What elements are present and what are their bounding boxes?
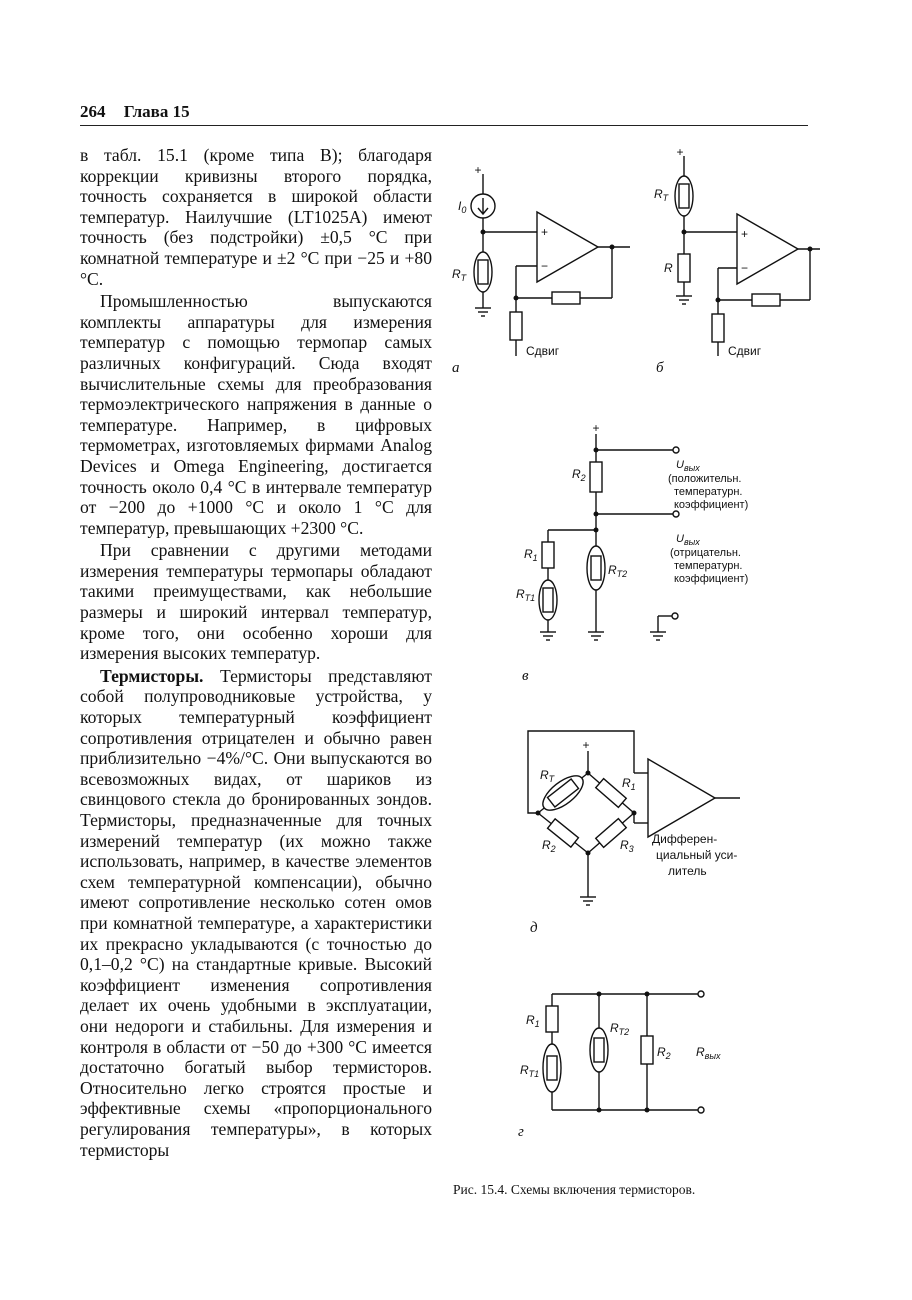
R2-label: $R_2$ [542, 838, 556, 854]
resistor-R2 [590, 462, 602, 492]
RT-label: $R_T$ [654, 187, 669, 203]
RT-label: $R_T$ [540, 768, 555, 784]
RT1-label: $R_{T1}$ [520, 1063, 540, 1079]
svg-text:−: − [741, 261, 749, 275]
amp-label-2: циальный уси- [656, 848, 738, 862]
paragraph: При сравнении с другими методами измерения температуры термопары обладают такими преимуществами, как небольшие размеры и широкий интервал температур, кроме того, они особенно хороши для измерения высоких температур. [80, 540, 432, 664]
chapter-title: Глава 15 [123, 102, 190, 121]
figure-letter-a: а [452, 360, 460, 376]
svg-text:+: + [541, 225, 549, 239]
resistor-R2 [548, 819, 579, 847]
offset-label: Сдвиг [728, 344, 762, 358]
page-header [80, 102, 808, 126]
note-positive-2: температурн. [674, 486, 743, 498]
circuit-b [640, 140, 840, 380]
R1-label: $R_1$ [526, 1013, 540, 1029]
plus-label: + [474, 163, 482, 177]
R1-label: $R_1$ [622, 776, 636, 792]
note-negative-2: температурн. [674, 560, 743, 572]
amp-label-3: литель [668, 864, 707, 878]
RT2-label: $R_{T2}$ [610, 1021, 630, 1037]
plus-label: + [592, 421, 600, 435]
offset-resistor [510, 312, 522, 340]
paragraph: Промышленностью выпускаются комплекты аппаратуры для измерения температур с помощью термопар самых различных конфигураций. Сюда входят вычислительные схемы для преобразования термоэлектрического напряжения в данные о температуре. Например, в цифровых термометрах, изготовляемых фирмами Analog Devices и Omega Engineering, достигается точность около 0,4 °C в интервале температур от −200 до +1000 °C и около 1 °C для температур, превышающих +2300 °C. [80, 291, 432, 538]
paragraph: в табл. 15.1 (кроме типа B); благодаря коррекции кривизны второго порядка, точность сохраняется в широкой области температур. Наилучшие (LT1025A) имеют точность (без подстройки) ±0,5 °C при комнатной температуре и ±2 °C при −25 и +80 °C. [80, 145, 432, 289]
note-negative-3: коэффициент) [674, 573, 749, 585]
offset-label: Сдвиг [526, 344, 560, 358]
RT2-label: $R_{T2}$ [608, 563, 628, 579]
page-number: 264 [80, 102, 106, 121]
resistor-R1 [546, 1006, 558, 1032]
plus-label: + [582, 738, 590, 752]
R2-label: $R_2$ [572, 467, 586, 483]
figure-letter-g: г [518, 1124, 524, 1140]
paragraph-body: Термисторы представляют собой полупроводниковые устройства, у которых температурный коэффициент сопротивления отрицателен и обычно равен приблизительно −4%/°C. Они выпускаются во всевозможных видах, от шариков из свинцового стекла до бронированных зондов. Термисторы, предназначенные для точных измерений температур (их можно также использовать, например, в качестве элементов схем температурной компенсации), обычно имеют сопротивление несколько сотен омов при комнатной температуре, а характеристики их прекрасно укладываются (с точностью до 0,1–0,2 °C) на стандартные кривые. Высокий коэффициент изменения сопротивления делает их очень удобными в эксплуатации, они недороги и стабильны. Для измерения и контроля в области от −50 до +300 °C имеется достаточно богатый выбор термисторов. Относительно легко строятся простые и эффективные схемы «пропорционального регулирования температуры», в которых термисторы [80, 665, 432, 1160]
svg-text:+: + [741, 227, 749, 241]
text-column [80, 145, 432, 1160]
resistor-R [678, 254, 690, 282]
paragraph [80, 666, 432, 1160]
R2-label: $R_2$ [657, 1045, 671, 1061]
RT-label: $R_T$ [452, 267, 467, 283]
R3-label: $R_3$ [620, 838, 634, 854]
RT1-label: $R_{T1}$ [516, 587, 536, 603]
resistor-R2 [641, 1036, 653, 1064]
paragraph-lead: Термисторы. [100, 665, 204, 686]
I0-label: $I_0$ [458, 199, 467, 215]
figure-caption: Рис. 15.4. Схемы включения термисторов. [453, 1182, 696, 1197]
feedback-resistor [752, 294, 780, 306]
U-out-positive: $U_{вых}$ [676, 459, 700, 473]
svg-text:−: − [541, 259, 549, 273]
feedback-resistor [552, 292, 580, 304]
offset-resistor [712, 314, 724, 342]
note-negative-1: (отрицательн. [670, 547, 741, 559]
circuit-v [510, 418, 800, 688]
circuit-g [510, 980, 800, 1145]
figure-letter-v: в [522, 668, 529, 684]
circuit-d [510, 725, 800, 940]
R-label: R [664, 261, 673, 275]
plus-label: + [676, 145, 684, 159]
circuit-a [440, 160, 640, 380]
R1-label: $R_1$ [524, 547, 538, 563]
note-positive-1: (положительн. [668, 473, 742, 485]
resistor-R1 [542, 542, 554, 568]
note-positive-3: коэффициент) [674, 499, 749, 511]
figure-letter-d: д [530, 920, 538, 936]
U-out-negative: $U_{вых}$ [676, 533, 700, 547]
Rout-label: $R_{вых}$ [696, 1045, 721, 1061]
differential-amplifier [648, 759, 715, 837]
amp-label-1: Дифферен- [652, 832, 718, 846]
figure-letter-b: б [656, 360, 664, 376]
